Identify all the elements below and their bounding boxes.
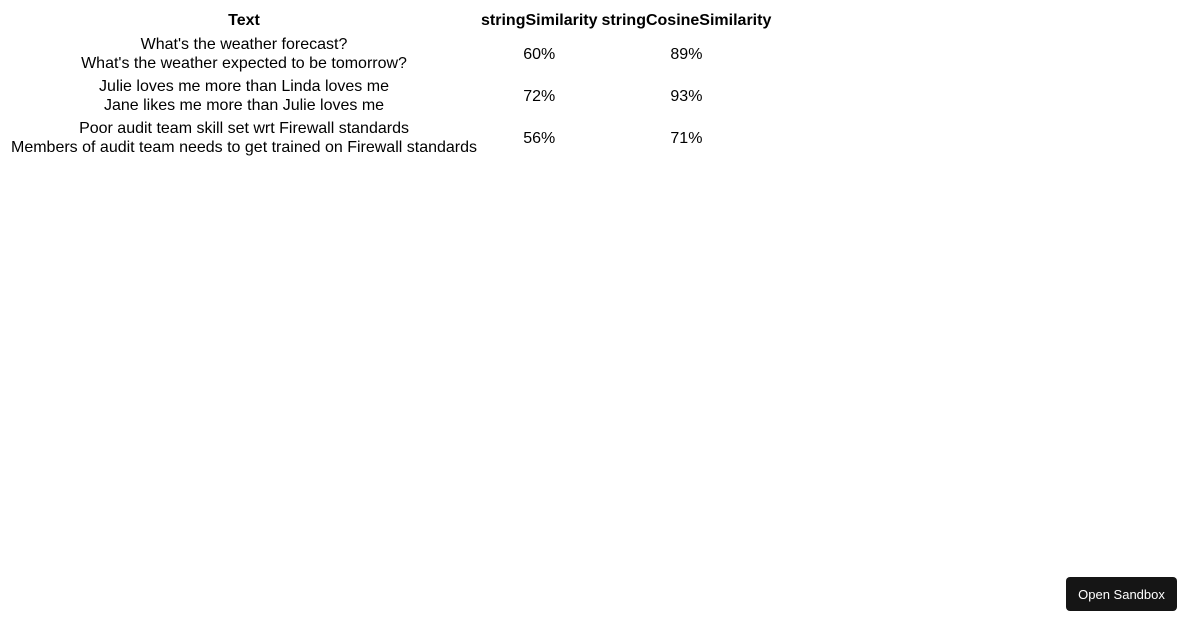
text-a: Poor audit team skill set wrt Firewall standards [79, 120, 409, 137]
string-similarity-cell: 56% [523, 129, 556, 147]
column-header-string-cosine-similarity: stringCosineSimilarity [601, 12, 772, 29]
text-a: What's the weather forecast? [140, 36, 348, 53]
text-cell [10, 76, 478, 116]
string-similarity-cell: 60% [523, 45, 556, 63]
table-row [10, 118, 772, 158]
text-b: Jane likes me more than Julie loves me [103, 97, 385, 114]
header-row [10, 10, 772, 32]
string-cosine-similarity-cell: 93% [670, 87, 703, 105]
table-body [10, 34, 772, 158]
open-sandbox-button[interactable]: Open Sandbox [1066, 577, 1177, 611]
column-header-string-similarity: stringSimilarity [481, 12, 598, 29]
table-row [10, 34, 772, 74]
text-cell [10, 34, 478, 74]
string-cosine-similarity-cell: 89% [670, 45, 703, 63]
column-header-text: Text [228, 12, 260, 29]
string-cosine-similarity-cell: 71% [670, 129, 703, 147]
table-header [10, 10, 772, 32]
text-a: Julie loves me more than Linda loves me [99, 78, 389, 95]
text-b: Members of audit team needs to get trained on Firewall standards [11, 139, 478, 156]
string-similarity-cell: 72% [523, 87, 556, 105]
text-cell [10, 118, 478, 158]
similarity-table [8, 8, 774, 160]
text-b: What's the weather expected to be tomorrow? [81, 55, 407, 72]
table-row [10, 76, 772, 116]
